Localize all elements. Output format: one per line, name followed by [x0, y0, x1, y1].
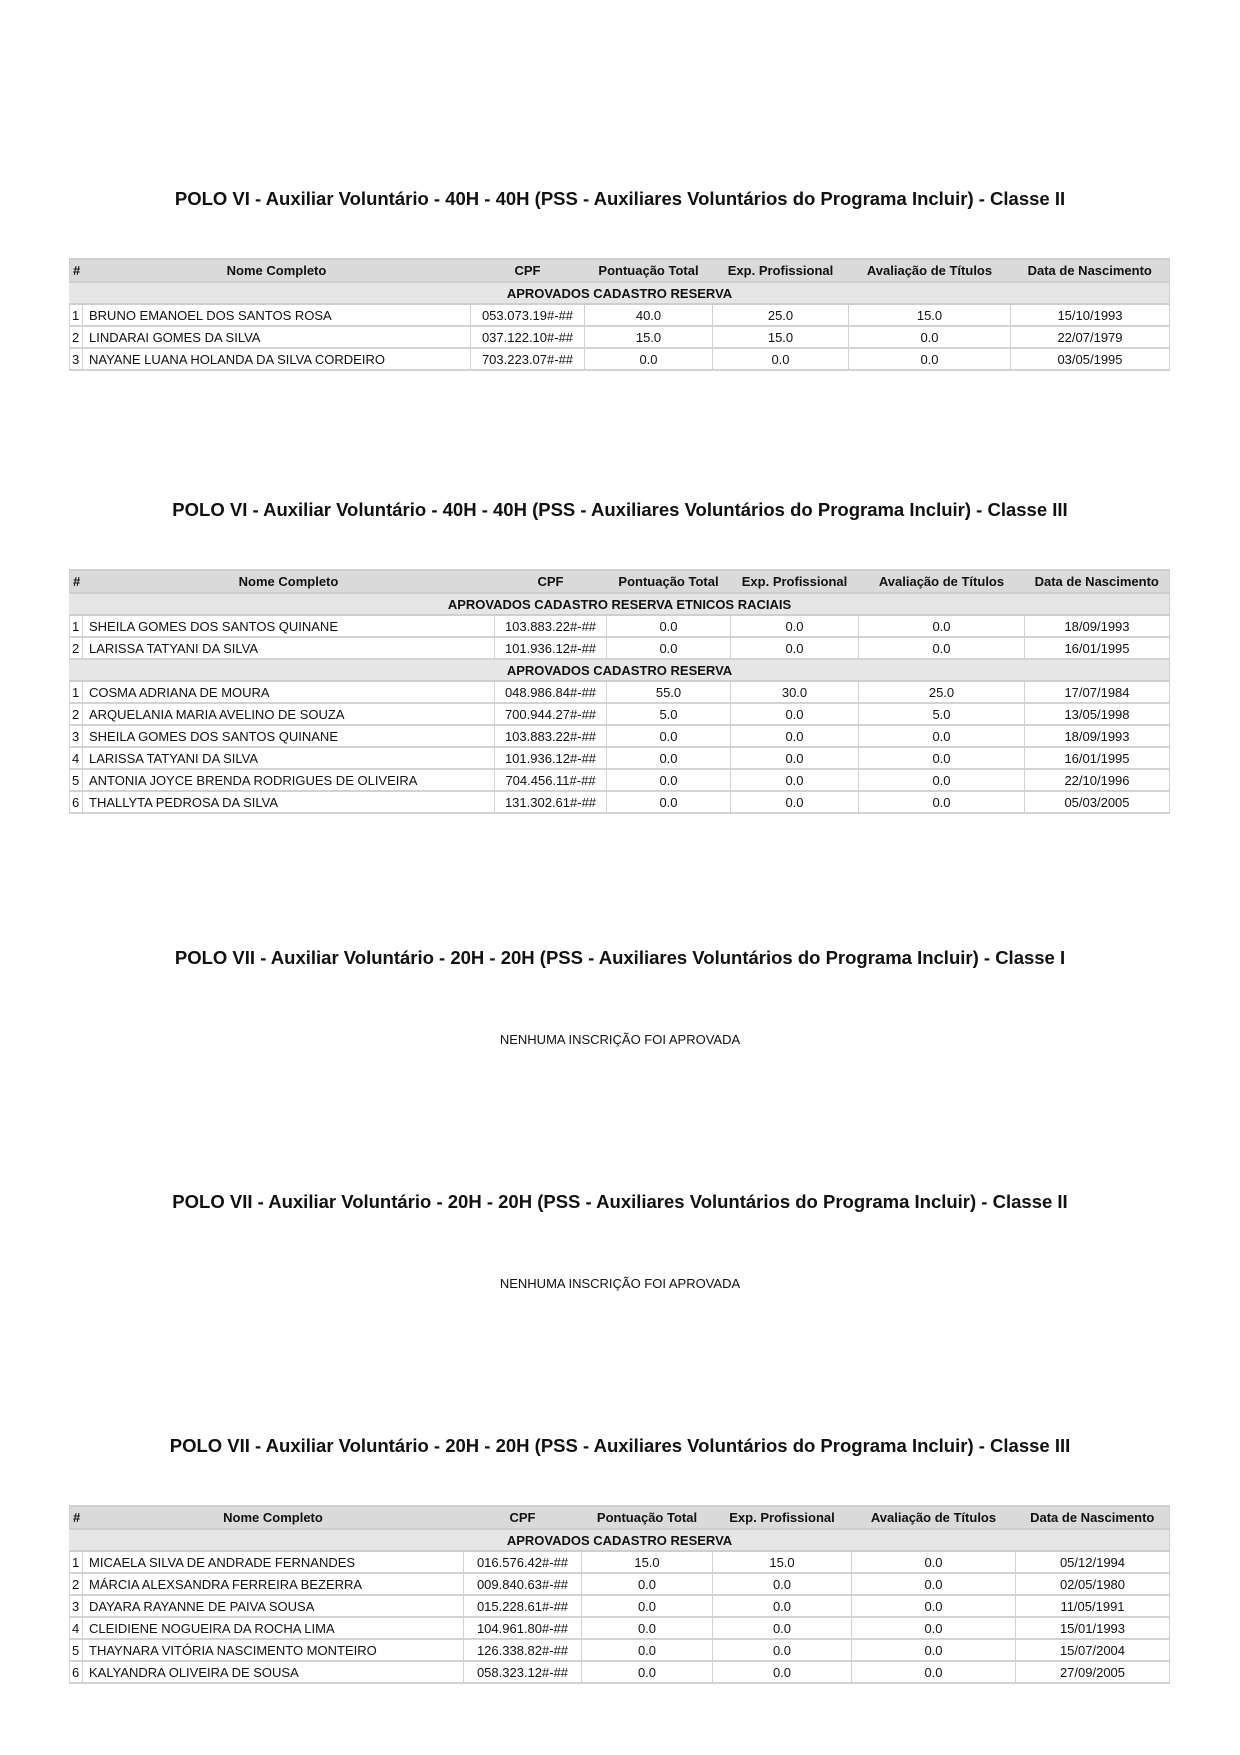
cell-total: 0.0	[607, 637, 731, 659]
cell-total: 5.0	[607, 703, 731, 725]
col-header-total: Pontuação Total	[585, 259, 713, 282]
cell-num: 4	[70, 747, 83, 769]
cell-num: 1	[70, 1551, 83, 1573]
cell-num: 5	[70, 1639, 83, 1661]
cell-titulos: 25.0	[859, 681, 1025, 703]
cell-total: 0.0	[607, 615, 731, 637]
section-title: POLO VII - Auxiliar Voluntário - 20H - 20H (PSS - Auxiliares Voluntários do Programa Incluir) - Classe II	[172, 1191, 1068, 1212]
table-row	[70, 615, 1170, 637]
cell-titulos: 0.0	[859, 791, 1025, 813]
empty-message: NENHUMA INSCRIÇÃO FOI APROVADA	[499, 1276, 741, 1291]
cell-num: 1	[70, 615, 83, 637]
cell-cpf: 703.223.07#-##	[471, 348, 585, 370]
cell-cpf: 048.986.84#-##	[495, 681, 607, 703]
cell-total: 0.0	[582, 1595, 713, 1617]
cell-titulos: 0.0	[852, 1617, 1016, 1639]
cell-exp: 0.0	[713, 1573, 852, 1595]
col-header-titulos: Avaliação de Títulos	[849, 259, 1011, 282]
cell-cpf: 009.840.63#-##	[464, 1573, 582, 1595]
group-label: APROVADOS CADASTRO RESERVA	[70, 282, 1170, 304]
table-row	[70, 326, 1170, 348]
cell-num: 4	[70, 1617, 83, 1639]
group-label: APROVADOS CADASTRO RESERVA ETNICOS RACIAIS	[70, 593, 1170, 615]
table-row	[70, 1617, 1170, 1639]
cell-total: 0.0	[582, 1617, 713, 1639]
col-header-name: Nome Completo	[83, 1506, 464, 1529]
cell-cpf: 126.338.82#-##	[464, 1639, 582, 1661]
cell-exp: 0.0	[713, 1639, 852, 1661]
cell-num: 2	[70, 326, 83, 348]
cell-nascimento: 15/07/2004	[1016, 1639, 1170, 1661]
col-header-nascimento: Data de Nascimento	[1011, 259, 1170, 282]
cell-total: 15.0	[582, 1551, 713, 1573]
cell-name: NAYANE LUANA HOLANDA DA SILVA CORDEIRO	[83, 348, 471, 370]
cell-cpf: 037.122.10#-##	[471, 326, 585, 348]
cell-num: 2	[70, 637, 83, 659]
col-header-total: Pontuação Total	[607, 570, 731, 593]
col-header-name: Nome Completo	[83, 570, 495, 593]
cell-exp: 0.0	[713, 348, 849, 370]
cell-titulos: 0.0	[859, 637, 1025, 659]
table-header-row	[70, 259, 1170, 282]
group-row	[70, 659, 1170, 681]
cell-exp: 0.0	[713, 1617, 852, 1639]
cell-num: 5	[70, 769, 83, 791]
cell-nascimento: 16/01/1995	[1025, 637, 1170, 659]
table-row	[70, 681, 1170, 703]
col-header-cpf: CPF	[464, 1506, 582, 1529]
cell-nascimento: 15/01/1993	[1016, 1617, 1170, 1639]
results-table	[69, 569, 1170, 814]
col-header-titulos: Avaliação de Títulos	[859, 570, 1025, 593]
cell-name: ARQUELANIA MARIA AVELINO DE SOUZA	[83, 703, 495, 725]
cell-exp: 15.0	[713, 326, 849, 348]
cell-exp: 0.0	[731, 725, 859, 747]
cell-titulos: 0.0	[859, 615, 1025, 637]
cell-total: 0.0	[582, 1639, 713, 1661]
cell-num: 2	[70, 703, 83, 725]
table-row	[70, 747, 1170, 769]
cell-nascimento: 13/05/1998	[1025, 703, 1170, 725]
col-header-cpf: CPF	[471, 259, 585, 282]
cell-titulos: 0.0	[859, 747, 1025, 769]
group-label: APROVADOS CADASTRO RESERVA	[70, 659, 1170, 681]
cell-num: 3	[70, 1595, 83, 1617]
cell-name: ANTONIA JOYCE BRENDA RODRIGUES DE OLIVEIRA	[83, 769, 495, 791]
cell-total: 0.0	[582, 1661, 713, 1683]
cell-titulos: 0.0	[859, 769, 1025, 791]
cell-name: SHEILA GOMES DOS SANTOS QUINANE	[83, 615, 495, 637]
cell-titulos: 0.0	[852, 1551, 1016, 1573]
table-row	[70, 1661, 1170, 1683]
cell-nascimento: 02/05/1980	[1016, 1573, 1170, 1595]
cell-nascimento: 16/01/1995	[1025, 747, 1170, 769]
cell-exp: 15.0	[713, 1551, 852, 1573]
table-row	[70, 769, 1170, 791]
col-header-num: #	[70, 570, 83, 593]
cell-titulos: 5.0	[859, 703, 1025, 725]
cell-nascimento: 05/03/2005	[1025, 791, 1170, 813]
cell-nascimento: 18/09/1993	[1025, 615, 1170, 637]
cell-name: SHEILA GOMES DOS SANTOS QUINANE	[83, 725, 495, 747]
cell-num: 1	[70, 304, 83, 326]
cell-total: 40.0	[585, 304, 713, 326]
cell-titulos: 0.0	[849, 326, 1011, 348]
cell-cpf: 700.944.27#-##	[495, 703, 607, 725]
cell-total: 0.0	[607, 791, 731, 813]
cell-exp: 0.0	[731, 615, 859, 637]
cell-exp: 0.0	[731, 747, 859, 769]
cell-exp: 0.0	[731, 769, 859, 791]
cell-num: 2	[70, 1573, 83, 1595]
col-header-num: #	[70, 259, 83, 282]
table-row	[70, 1551, 1170, 1573]
table-row	[70, 703, 1170, 725]
cell-nascimento: 22/07/1979	[1011, 326, 1170, 348]
cell-name: BRUNO EMANOEL DOS SANTOS ROSA	[83, 304, 471, 326]
cell-name: THAYNARA VITÓRIA NASCIMENTO MONTEIRO	[83, 1639, 464, 1661]
table-row	[70, 791, 1170, 813]
cell-cpf: 103.883.22#-##	[495, 725, 607, 747]
table-header-row	[70, 570, 1170, 593]
cell-name: KALYANDRA OLIVEIRA DE SOUSA	[83, 1661, 464, 1683]
table-row	[70, 1639, 1170, 1661]
cell-num: 6	[70, 791, 83, 813]
cell-cpf: 058.323.12#-##	[464, 1661, 582, 1683]
cell-titulos: 0.0	[859, 725, 1025, 747]
table-row	[70, 1595, 1170, 1617]
cell-nascimento: 22/10/1996	[1025, 769, 1170, 791]
cell-nascimento: 15/10/1993	[1011, 304, 1170, 326]
cell-num: 1	[70, 681, 83, 703]
cell-name: COSMA ADRIANA DE MOURA	[83, 681, 495, 703]
group-row	[70, 282, 1170, 304]
cell-nascimento: 18/09/1993	[1025, 725, 1170, 747]
cell-titulos: 0.0	[852, 1595, 1016, 1617]
cell-total: 0.0	[582, 1573, 713, 1595]
cell-name: CLEIDIENE NOGUEIRA DA ROCHA LIMA	[83, 1617, 464, 1639]
cell-name: DAYARA RAYANNE DE PAIVA SOUSA	[83, 1595, 464, 1617]
cell-exp: 0.0	[731, 703, 859, 725]
cell-titulos: 15.0	[849, 304, 1011, 326]
cell-exp: 0.0	[731, 791, 859, 813]
empty-message: NENHUMA INSCRIÇÃO FOI APROVADA	[499, 1032, 741, 1047]
section-title: POLO VII - Auxiliar Voluntário - 20H - 20H (PSS - Auxiliares Voluntários do Programa Incluir) - Classe I	[174, 947, 1066, 968]
cell-exp: 25.0	[713, 304, 849, 326]
cell-nascimento: 03/05/1995	[1011, 348, 1170, 370]
cell-nascimento: 17/07/1984	[1025, 681, 1170, 703]
cell-total: 15.0	[585, 326, 713, 348]
col-header-exp: Exp. Profissional	[713, 259, 849, 282]
cell-num: 6	[70, 1661, 83, 1683]
cell-titulos: 0.0	[852, 1661, 1016, 1683]
cell-cpf: 704.456.11#-##	[495, 769, 607, 791]
cell-cpf: 101.936.12#-##	[495, 637, 607, 659]
section-title: POLO VI - Auxiliar Voluntário - 40H - 40H (PSS - Auxiliares Voluntários do Programa Incluir) - Classe III	[172, 499, 1068, 520]
cell-name: THALLYTA PEDROSA DA SILVA	[83, 791, 495, 813]
col-header-num: #	[70, 1506, 83, 1529]
results-table	[69, 1505, 1170, 1684]
col-header-cpf: CPF	[495, 570, 607, 593]
col-header-nascimento: Data de Nascimento	[1016, 1506, 1170, 1529]
section-title: POLO VI - Auxiliar Voluntário - 40H - 40H (PSS - Auxiliares Voluntários do Programa Incluir) - Classe II	[174, 188, 1066, 209]
col-header-total: Pontuação Total	[582, 1506, 713, 1529]
cell-total: 0.0	[607, 725, 731, 747]
cell-cpf: 015.228.61#-##	[464, 1595, 582, 1617]
table-row	[70, 637, 1170, 659]
cell-exp: 0.0	[731, 637, 859, 659]
results-table	[69, 258, 1170, 371]
table-row	[70, 348, 1170, 370]
col-header-exp: Exp. Profissional	[713, 1506, 852, 1529]
cell-cpf: 016.576.42#-##	[464, 1551, 582, 1573]
section-title: POLO VII - Auxiliar Voluntário - 20H - 20H (PSS - Auxiliares Voluntários do Programa Incluir) - Classe III	[169, 1435, 1071, 1456]
table-header-row	[70, 1506, 1170, 1529]
group-row	[70, 1529, 1170, 1551]
table-row	[70, 725, 1170, 747]
cell-nascimento: 11/05/1991	[1016, 1595, 1170, 1617]
cell-titulos: 0.0	[852, 1573, 1016, 1595]
cell-exp: 0.0	[713, 1595, 852, 1617]
col-header-exp: Exp. Profissional	[731, 570, 859, 593]
group-row	[70, 593, 1170, 615]
group-label: APROVADOS CADASTRO RESERVA	[70, 1529, 1170, 1551]
cell-cpf: 131.302.61#-##	[495, 791, 607, 813]
col-header-name: Nome Completo	[83, 259, 471, 282]
cell-total: 55.0	[607, 681, 731, 703]
cell-total: 0.0	[607, 747, 731, 769]
cell-total: 0.0	[607, 769, 731, 791]
table-row	[70, 304, 1170, 326]
cell-cpf: 101.936.12#-##	[495, 747, 607, 769]
cell-titulos: 0.0	[849, 348, 1011, 370]
cell-cpf: 053.073.19#-##	[471, 304, 585, 326]
cell-name: LINDARAI GOMES DA SILVA	[83, 326, 471, 348]
col-header-nascimento: Data de Nascimento	[1025, 570, 1170, 593]
cell-nascimento: 05/12/1994	[1016, 1551, 1170, 1573]
cell-titulos: 0.0	[852, 1639, 1016, 1661]
col-header-titulos: Avaliação de Títulos	[852, 1506, 1016, 1529]
cell-nascimento: 27/09/2005	[1016, 1661, 1170, 1683]
table-row	[70, 1573, 1170, 1595]
cell-name: MÁRCIA ALEXSANDRA FERREIRA BEZERRA	[83, 1573, 464, 1595]
cell-cpf: 104.961.80#-##	[464, 1617, 582, 1639]
cell-exp: 0.0	[713, 1661, 852, 1683]
cell-exp: 30.0	[731, 681, 859, 703]
cell-num: 3	[70, 348, 83, 370]
cell-total: 0.0	[585, 348, 713, 370]
cell-name: MICAELA SILVA DE ANDRADE FERNANDES	[83, 1551, 464, 1573]
cell-cpf: 103.883.22#-##	[495, 615, 607, 637]
cell-num: 3	[70, 725, 83, 747]
cell-name: LARISSA TATYANI DA SILVA	[83, 637, 495, 659]
cell-name: LARISSA TATYANI DA SILVA	[83, 747, 495, 769]
